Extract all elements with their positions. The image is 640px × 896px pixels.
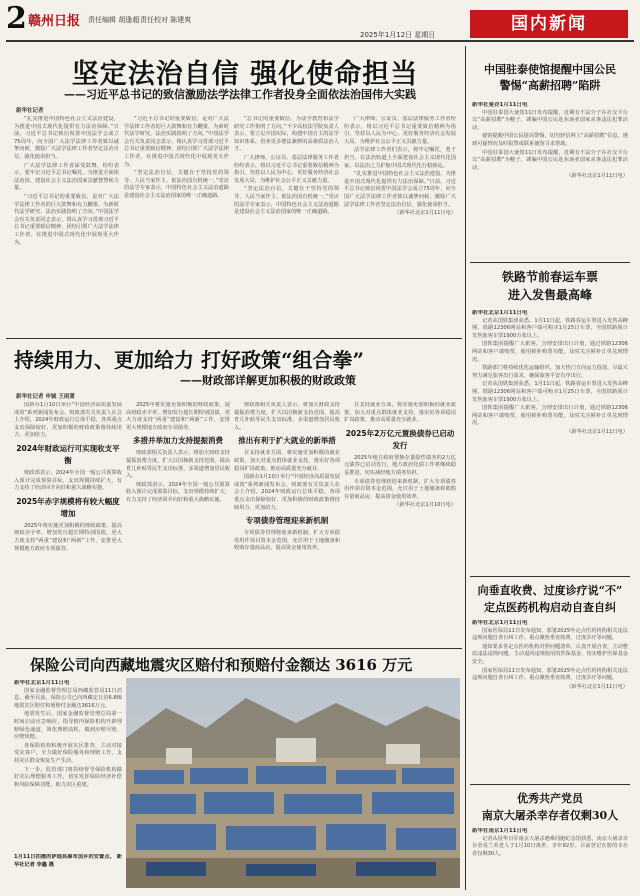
lead-paragraph: 广大法学法律工作者深受鼓舞，纷纷表示，要牢记习近平总书记嘱托，为推进全面依法治国、建设社会主义法治国家贡献智慧和力量。	[14, 162, 119, 192]
fiscal-column-4	[344, 402, 456, 642]
lead-paragraph: “扎实推进中国特色社会主义法治建设，为推进中国式现代化提供有力法治保障。”日前，习近平总书记致信祝贺中国法学会成立75周年，向全国广大法学法律工作者致以诚挚问候，激励广大法学法律工作者坚定法治自信，强化使命担当。	[344, 171, 456, 208]
issue-date: 2025年1月12日 星期日	[360, 31, 436, 39]
nanjing-title-line-1: 优秀共产党员	[517, 792, 583, 805]
railway-paragraph: 铁路部门将持续优化运输组织，加大热门方向运力投放，尽最大努力满足旅客出行需求，确保旅客平安有序出行。	[472, 365, 628, 379]
fiscal-paragraph: 国新办1月10日举行“中国经济高质量发展成效”系列新闻发布会。财政部有关负责人在会上介绍，2024年财政运行总体平稳，各项重点支出保障较好，更加积极的财政政策将持续用力、更加给力。	[14, 402, 122, 439]
fiscal-paragraph: 专项债券管理将迎来新机制，扩大专项债券用作项目资本金范围，允许用于土地储备和收购存量商品房，提高资金使用效率。	[234, 530, 340, 552]
lead-paragraph: “坚定法治自信，关键在于坚持党的领导、人民当家作主、依法治国有机统一。”受访的法学专家表示，中国特色社会主义法治道路是建设社会主义法治国家的唯一正确道路。	[124, 170, 229, 199]
fiscal-subhead: 2025年赤字规模将有较大幅度增加	[16, 496, 120, 518]
railway-title-line-1: 铁路节前春运车票	[501, 270, 598, 284]
nanjing-title-line-2: 南京大屠杀幸存者仅剩30人	[481, 809, 619, 822]
nanjing-byline: 新华社南京1月11日电	[472, 828, 528, 834]
lead-footer: （新华社北京1月11日电）	[394, 210, 456, 217]
nanjing-paragraph: 记者从侵华日军南京大屠杀遇难同胞纪念馆获悉，南京大屠杀幸存者易兰英老人于1月10日离世，享年92岁。目前登记在册的幸存者仅剩30人。	[472, 835, 628, 857]
right-column-divider	[465, 46, 466, 890]
photo-story-text	[14, 680, 122, 880]
lead-paragraph: 法学法律工作者们表示，将牢记嘱托，勇于担当，在法治轨道上全面建设社会主义现代化国家，以法治之力护航中国式现代化行稳致远。	[344, 147, 456, 169]
railway-footer: （新华社北京1月11日电）	[566, 428, 628, 435]
embassy-paragraph: 中国驻泰国大使馆11日发布提醒，近期有不法分子在社交平台以“高薪招聘”为幌子，诱骗中国公民赴东南亚国家从事违法犯罪活动。	[472, 109, 628, 131]
embassy-paragraph: 使馆提醒中国公民提高警惕，切勿轻信网上“高薪招聘”信息，遇到可疑情况及时报警或联系使馆寻求帮助。	[472, 133, 628, 147]
railway-paragraph: 记者从国铁集团获悉，1月11日起，铁路春运车票进入发售高峰期，铁路12306网站和客户端可购买1月25日车票，全国铁路预计发售旅客车票1900万张以上。	[472, 317, 628, 339]
header-rule	[6, 40, 634, 42]
medical-footer: （新华社北京1月11日电）	[566, 683, 628, 690]
lead-paragraph: “坚定法治自信，关键在于坚持党的领导、人民当家作主、依法治国有机统一。”受访的法学专家表示，中国特色社会主义法治道路是建设社会主义法治国家的唯一正确道路。	[234, 186, 339, 216]
embassy-byline: 新华社曼谷1月11日电	[472, 102, 528, 108]
fiscal-subhead: 多措并举加力支持提振消费	[133, 436, 223, 446]
settlement-photo	[126, 678, 460, 888]
fiscal-subhead: 2024年财政运行可实现收支平衡	[16, 443, 120, 465]
medical-paragraph: 国家医保局11日发布通知，部署2025年定点医药机构相关违法违规问题自查自纠工作，重点聚焦垂直收费、过度诊疗等问题。	[472, 627, 628, 642]
right-rule-2	[470, 576, 630, 577]
railway-paragraph: 记者从国铁集团获悉，1月11日起，铁路春运车票进入发售高峰期，铁路12306网站和客户端可购买1月25日车票，全国铁路预计发售旅客车票1900万张以上。	[472, 381, 628, 403]
medical-paragraph: 通知要求各定点医药机构对照问题清单，认真开展自查，主动整改违法违规问题，主动退回违规使用的医保基金，切实维护医保基金安全。	[472, 643, 628, 665]
lead-paragraph: “习近平总书记的重要致信，是对广大法学法律工作者的巨大鼓舞和有力鞭策，为新时代法学研究、法治实践指明了方向。”中国法学会有关负责同志表示，将认真学习贯彻习近平总书记重要致信精神，团结引领广大法学法律工作者，在推进中国式现代化中展现更大作为。	[124, 116, 229, 168]
fiscal-paragraph: 财政部表示，2024年全国一般公共预算收入预计完成预算目标，支出规模持续扩大，有力支持了经济回升向好和重大战略实施。	[14, 469, 122, 492]
medical-title-line-1: 向垂直收费、过度诊疗说“不”	[477, 584, 623, 597]
photo-caption-text: 1月11日拍摄的萨迦县麻布加乡的安置点。	[14, 854, 115, 860]
fiscal-bottom-rule	[6, 648, 462, 649]
railway-paragraph: 国铁集团提醒广大旅客，合理安排出行计划，通过铁路12306网站和客户端购票，使用候补购票功能，及时关注候补订单兑现情况。	[472, 341, 628, 363]
lead-column-3	[234, 116, 339, 330]
page-number: 2	[6, 1, 27, 36]
embassy-title-line-2: 警惕“高薪招聘”陷阱	[499, 79, 601, 92]
section-tag: 国内新闻	[470, 10, 628, 38]
lead-paragraph: “习近平总书记的重要致信，是对广大法学法律工作者的巨大鼓舞和有力鞭策，为新时代法学研究、法治实践指明了方向。”中国法学会有关负责同志表示，将认真学习贯彻习近平总书记重要致信精神，团结引领广大法学法律工作者，在推进中国式现代化中展现更大作为。	[14, 193, 119, 246]
fiscal-paragraph: 财政部相关负责人表示，将加大财政支持提振消费力度，扩大以旧换新支持范围，提高育儿补贴等民生支出标准，多渠道增加居民收入。	[234, 402, 340, 431]
proof-credit: 责任校对 陈建爽	[140, 16, 192, 24]
lead-byline: 新华社记者	[16, 108, 44, 114]
embassy-text	[472, 102, 628, 258]
fiscal-byline: 新华社记者 申铖 王雨萧	[16, 394, 75, 400]
right-rule-3	[470, 784, 630, 785]
fiscal-subhead: 推出有利于扩大就业的新举措	[238, 436, 336, 446]
embassy-title-line-1: 中国驻泰使馆提醒中国公民	[484, 63, 616, 76]
fiscal-paragraph: 国新办1月10日举行“中国经济高质量发展成效”系列新闻发布会。财政部有关负责人在会上介绍，2024年财政运行总体平稳，各项重点支出保障较好，更加积极的财政政策将持续用力、更加给力。	[234, 474, 340, 511]
medical-title-line-2: 定点医药机构启动自查自纠	[484, 601, 616, 614]
railway-paragraph: 国铁集团提醒广大旅客，合理安排出行计划，通过铁路12306网站和客户端购票，使用候补购票功能，及时关注候补订单兑现情况。	[472, 405, 628, 427]
photo-story-paragraph: 地震发生后，国家金融监督管理总局第一时间启动应急响应，指导辖内保险机构开辟理赔绿色通道，简化理赔流程，做到应赔尽赔、应赔快赔。	[14, 711, 122, 741]
railway-title-line-2: 进入发售最高峰	[507, 288, 592, 302]
photo-story-byline: 新华社北京1月11日电	[14, 680, 70, 686]
fiscal-paragraph: 2025年将实施更加积极的财政政策，提高财政赤字率，增加发行超长期特别国债，更大力度支持“两重”建设和“两新”工作，安排更大规模地方政府专项债券。	[126, 402, 230, 431]
photo-caption	[14, 854, 122, 892]
fiscal-title: 持续用力、更加给力 打好政策“组合拳”	[14, 348, 364, 372]
fiscal-column-2	[126, 402, 230, 642]
fiscal-paragraph: 财政部相关负责人表示，将加大财政支持提振消费力度，扩大以旧换新支持范围，提高育儿补贴等民生支出标准，多渠道增加居民收入。	[126, 450, 230, 480]
nanjing-text	[472, 828, 628, 890]
lead-bottom-rule	[6, 338, 462, 339]
lead-paragraph: “总书记的重要致信，为法学教育和法学研究工作指明了方向。”不少高校法学院负责人表示，要立足中国实际，构建中国自主的法学知识体系，培养更多德法兼修的高素质法治人才。	[234, 116, 339, 153]
fiscal-subhead: 2025年2万亿元置换债券已启动发行	[345, 428, 455, 450]
fiscal-paragraph: 2025年地方政府置换存量隐性债务的2万亿元债券已启动发行，地方政府化债工作将继续稳妥推进，切实减轻地方债务负担。	[344, 454, 456, 476]
photo-story-title: 保险公司向西藏地震灾区赔付和预赔付金额达 3616 万元	[30, 656, 413, 674]
railway-title	[470, 268, 630, 304]
railway-byline: 新华社北京1月11日电	[472, 310, 528, 316]
settlement-photo-art	[126, 678, 460, 888]
fiscal-subhead: 专项债券管理迎来新机制	[245, 516, 329, 526]
lead-column-4	[344, 116, 456, 330]
medical-byline: 新华社北京1月11日电	[472, 620, 528, 626]
lead-paragraph: 广大律师、公证员、基层法律服务工作者纷纷表示，将以习近平总书记重要致信精神为指引，坚持以人民为中心，更好服务经济社会发展大局，为维护社会公平正义贡献力量。	[344, 116, 456, 145]
fiscal-paragraph: 专项债券管理将迎来新机制，扩大专项债券用作项目资本金范围，允许用于土地储备和收购存量商品房，提高资金使用效率。	[344, 478, 456, 500]
lead-column-2	[124, 116, 229, 330]
fiscal-footer: （新华社北京1月10日电）	[394, 502, 456, 509]
lead-paragraph: “扎实推进中国特色社会主义法治建设，为推进中国式现代化提供有力法治保障。”日前，习近平总书记致信祝贺中国法学会成立75周年，向全国广大法学法律工作者致以诚挚问候，激励广大法学法律工作者坚定法治自信，强化使命担当。	[14, 116, 119, 160]
embassy-footer: （新华社北京1月11日电）	[566, 173, 628, 180]
right-rule-1	[470, 262, 630, 263]
lead-title: 坚定法治自信 强化使命担当	[71, 59, 419, 90]
photo-caption-credit: 新华社记者 李鑫 摄	[14, 854, 122, 868]
paper-name: 赣州日报	[28, 14, 81, 29]
fiscal-paragraph: 2025年将实施更加积极的财政政策，提高财政赤字率，增加发行超长期特别国债，更大力度支持“两重”建设和“两新”工作，安排更大规模地方政府专项债券。	[14, 522, 122, 552]
photo-story-paragraph: 下一步，监管部门将持续督导保险机构做好灾后理赔服务工作，切实发挥保险经济补偿和风险保障功能，助力灾区重建。	[14, 766, 122, 788]
fiscal-subtitle: ——财政部详解更加积极的财政政策	[180, 374, 356, 387]
fiscal-paragraph: 在支持就业方面，将实施更加积极的就业政策，加大对重点群体就业支持，落实好各项稳岗扩岗政策，推动高质量充分就业。	[344, 402, 456, 424]
fiscal-paragraph: 在支持就业方面，将实施更加积极的就业政策，加大对重点群体就业支持，落实好各项稳岗扩岗政策，推动高质量充分就业。	[234, 450, 340, 472]
medical-text	[472, 620, 628, 780]
fiscal-paragraph: 财政部表示，2024年全国一般公共预算收入预计完成预算目标，支出规模持续扩大，有力支持了经济回升向好和重大战略实施。	[126, 481, 230, 503]
nanjing-title	[470, 790, 630, 824]
photo-story-paragraph: 国家金融监督管理总局西藏监管局11日消息，截至目前，保险公司已向西藏定日县6.8级地震灾区赔付和预赔付金额达3616万元。	[14, 687, 122, 709]
fiscal-column-3	[234, 402, 340, 642]
lead-paragraph: 广大律师、公证员、基层法律服务工作者纷纷表示，将以习近平总书记重要致信精神为指引，坚持以人民为中心，更好服务经济社会发展大局，为维护社会公平正义贡献力量。	[234, 154, 339, 184]
editor-credit: 责任编辑 胡逢超	[88, 16, 140, 24]
embassy-title	[470, 62, 630, 94]
medical-paragraph: 国家医保局11日发布通知，部署2025年定点医药机构相关违法违规问题自查自纠工作，重点聚焦垂直收费、过度诊疗等问题。	[472, 667, 628, 682]
photo-story-paragraph: 各保险机构积极开展灾区排查，主动对接受灾客户，全力做好保险服务和理赔工作，支持灾区群众恢复生产生活。	[14, 742, 122, 764]
fiscal-column-1	[14, 402, 122, 642]
embassy-paragraph: 中国驻泰国大使馆11日发布提醒，近期有不法分子在社交平台以“高薪招聘”为幌子，诱骗中国公民赴东南亚国家从事违法犯罪活动。	[472, 149, 628, 171]
lead-column-1	[14, 116, 119, 330]
lead-subtitle: ——习近平总书记的致信激励法学法律工作者投身全面依法治国伟大实践	[64, 88, 416, 101]
medical-title	[470, 582, 630, 616]
railway-text	[472, 310, 628, 572]
